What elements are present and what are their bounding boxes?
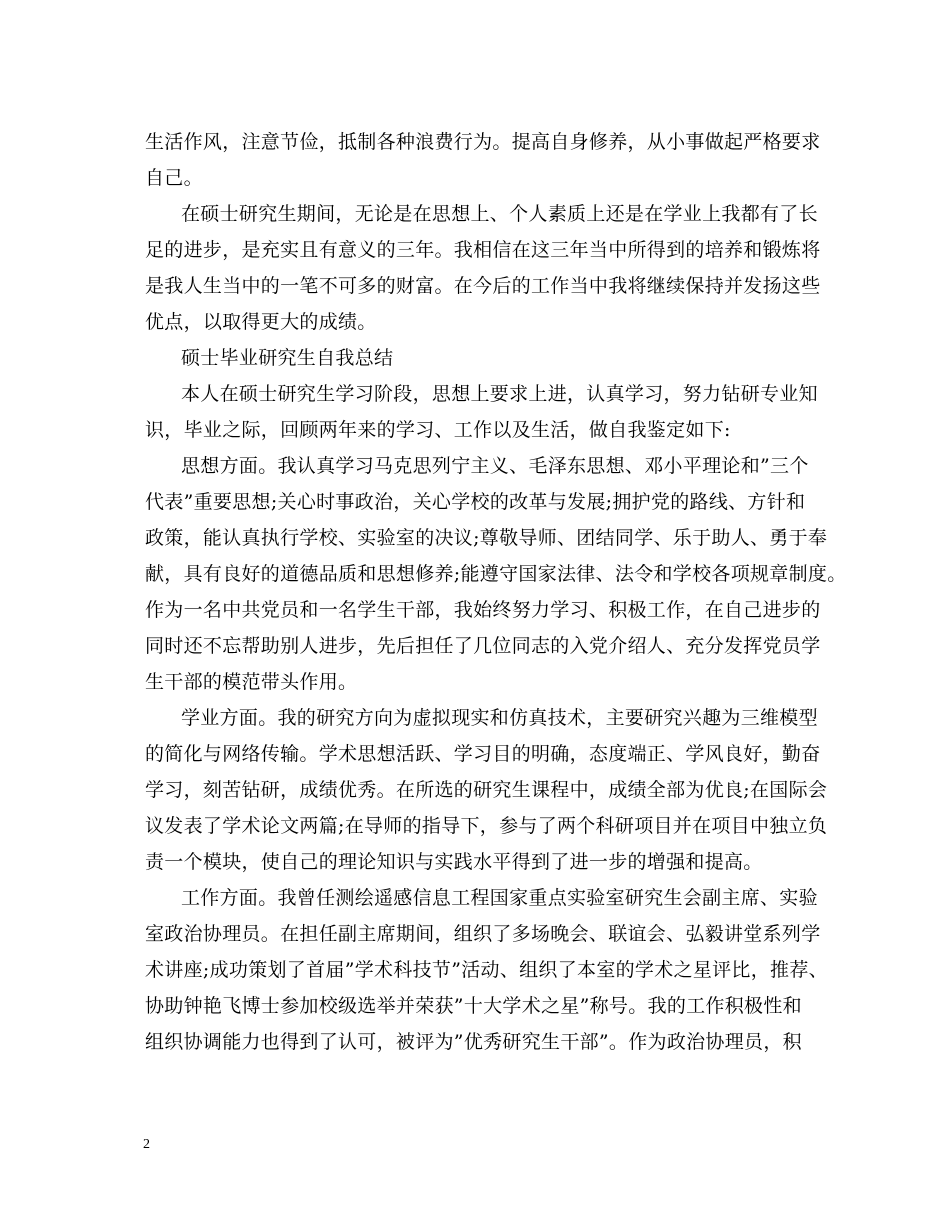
body-text-line: 协助钟艳飞博士参加校级选举并荣获”十大学术之星”称号。我的工作积极性和 (145, 995, 802, 1017)
body-text-line: 学习，刻苦钻研，成绩优秀。在所选的研究生课程中，成绩全部为优良;在国际会 (145, 779, 828, 801)
body-text-line: 生干部的模范带头作用。 (145, 671, 358, 693)
body-text-line: 献，具有良好的道德品质和思想修养;能遵守国家法律、法令和学校各项规章制度。 (145, 563, 847, 585)
body-text-line: 是我人生当中的一笔不可多的财富。在今后的工作当中我将继续保持并发扬这些 (145, 275, 821, 297)
body-text-line: 议发表了学术论文两篇;在导师的指导下，参与了两个科研项目并在项目中独立负 (145, 815, 828, 837)
body-text-line: 识，毕业之际，回顾两年来的学习、工作以及生活，做自我鉴定如下: (145, 419, 731, 441)
body-text-line: 责一个模块，使自己的理论知识与实践水平得到了进一步的增强和提高。 (145, 851, 763, 873)
body-text-line: 室政治协理员。在担任副主席期间，组织了多场晚会、联谊会、弘毅讲堂系列学 (145, 923, 821, 945)
body-text-line: 代表”重要思想;关心时事政治，关心学校的改革与发展;拥护党的路线、方针和 (145, 491, 806, 513)
body-text-line: 生活作风，注意节俭，抵制各种浪费行为。提高自身修养，从小事做起严格要求 (145, 131, 821, 153)
body-text-line: 的简化与网络传输。学术思想活跃、学习目的明确，态度端正、学风良好，勤奋 (145, 743, 821, 765)
body-text-line: 足的进步，是充实且有意义的三年。我相信在这三年当中所得到的培养和锻炼将 (145, 239, 821, 261)
page-number: 2 (143, 1137, 150, 1152)
paragraph-first-line: 思想方面。我认真学习马克思列宁主义、毛泽东思想、邓小平理论和”三个 (181, 455, 809, 477)
section-heading: 硕士毕业研究生自我总结 (181, 347, 394, 369)
body-text-line: 术讲座;成功策划了首届”学术科技节”活动、组织了本室的学术之星评比，推荐、 (145, 959, 828, 981)
body-text-line: 优点，以取得更大的成绩。 (145, 311, 377, 333)
body-text-line: 自己。 (145, 167, 203, 189)
paragraph-first-line: 工作方面。我曾任测绘遥感信息工程国家重点实验室研究生会副主席、实验 (181, 887, 818, 909)
body-text-line: 政策，能认真执行学校、实验室的决议;尊敬导师、团结同学、乐于助人、勇于奉 (145, 527, 828, 549)
paragraph-first-line: 本人在硕士研究生学习阶段，思想上要求上进，认真学习，努力钻研专业知 (181, 383, 818, 405)
paragraph-first-line: 在硕士研究生期间，无论是在思想上、个人素质上还是在学业上我都有了长 (181, 203, 818, 225)
paragraph-first-line: 学业方面。我的研究方向为虚拟现实和仿真技术，主要研究兴趣为三维模型 (181, 707, 818, 729)
body-text-line: 作为一名中共党员和一名学生干部，我始终努力学习、积极工作，在自己进步的 (145, 599, 821, 621)
body-text-line: 同时还不忘帮助别人进步，先后担任了几位同志的入党介绍人、充分发挥党员学 (145, 635, 821, 657)
body-text-line: 组织协调能力也得到了认可，被评为”优秀研究生干部”。作为政治协理员，积 (145, 1031, 802, 1053)
